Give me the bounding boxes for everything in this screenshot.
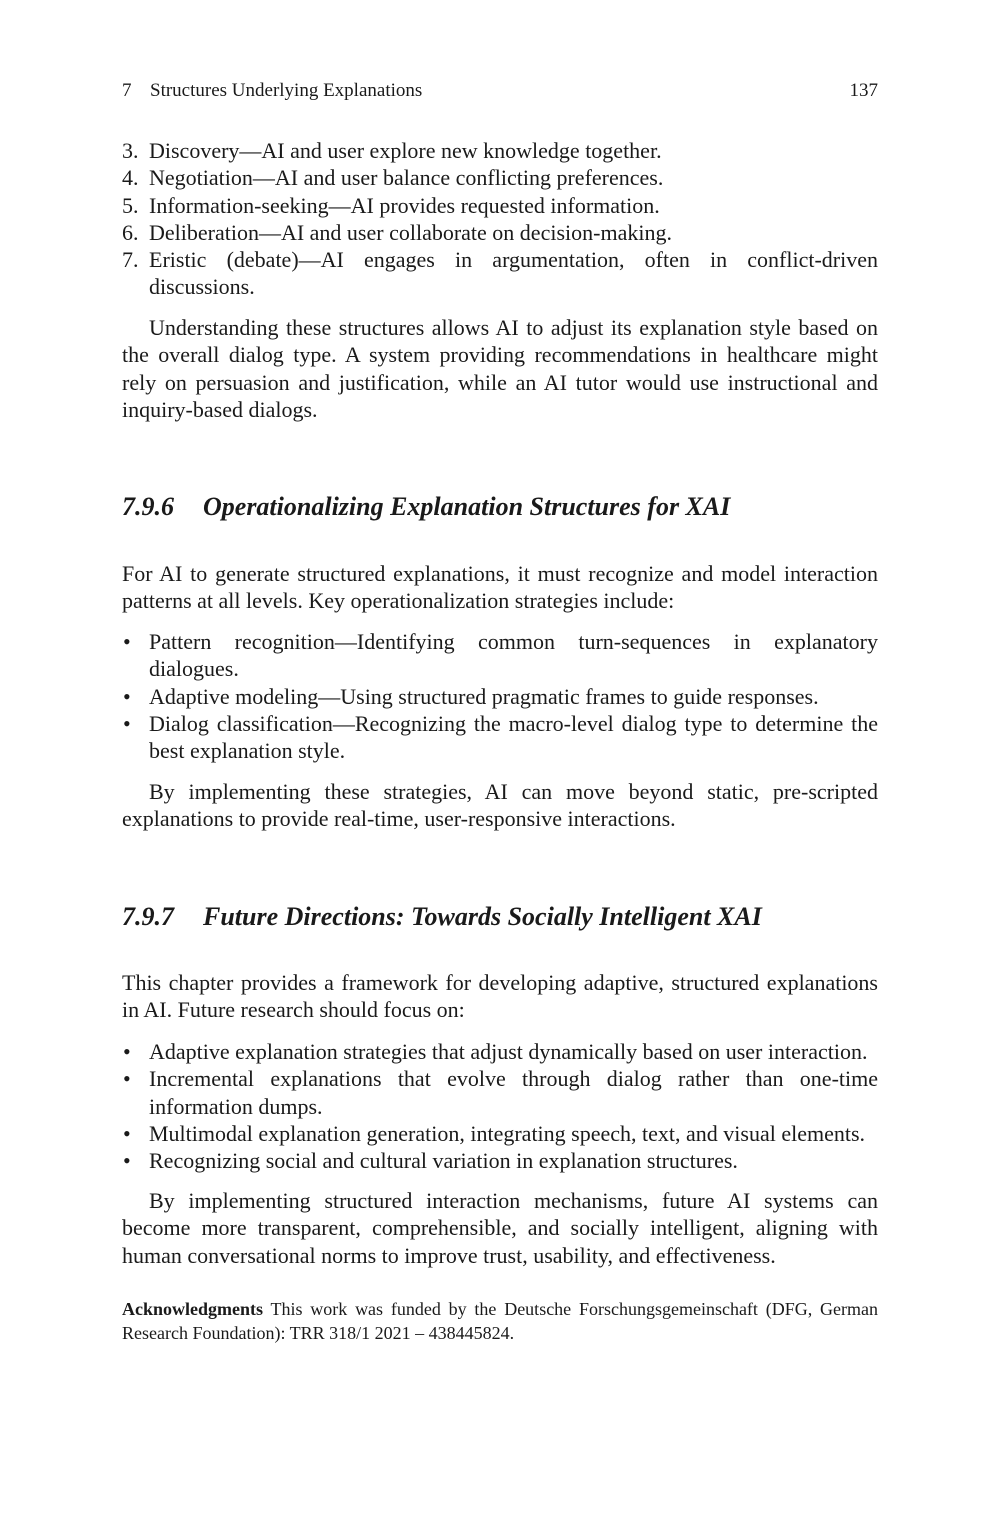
bullet-text: Multimodal explanation generation, integrating speech, text, and visual elements.	[149, 1120, 866, 1146]
bullet-icon: •	[123, 1120, 131, 1146]
acknowledgments-label: Acknowledgments	[122, 1299, 264, 1319]
section-7-9-7-intro	[122, 969, 878, 1024]
list-item	[122, 246, 878, 301]
bullet-text: Incremental explanations that evolve through dialog rather than one-time information dumps.	[149, 1066, 878, 1119]
bullet-text: Pattern recognition—Identifying common turn-sequences in explanatory dialogues.	[149, 629, 878, 682]
bullet-item	[122, 1147, 878, 1174]
list-item	[122, 164, 878, 191]
bullet-item	[122, 628, 878, 683]
section-7-9-6-heading	[122, 491, 878, 523]
section-heading	[122, 491, 878, 523]
body-paragraph: Understanding these structures allows AI to adjust its explanation style based on the overall dialog type. A system providing recommendations in healthcare might rely on persuasion and justification, while an AI tutor would use instructional and inquiry-based dialogs.	[122, 315, 878, 422]
bullet-item	[122, 1120, 878, 1147]
dialog-types-list-block	[122, 137, 878, 301]
bullet-icon: •	[123, 1148, 131, 1174]
body-paragraph: By implementing structured interaction mechanisms, future AI systems can become more transparent, comprehensible, and socially intelligent, aligning with human conversational norms to improve trust, usability, and effectiveness.	[122, 1188, 878, 1268]
bullet-icon: •	[123, 1066, 131, 1092]
bullet-text: Dialog classification—Recognizing the macro-level dialog type to determine the best explanation style.	[149, 710, 878, 764]
body-paragraph: This chapter provides a framework for developing adaptive, structured explanations in AI. Future research should focus on:	[122, 970, 878, 1023]
page-number: 137	[849, 80, 878, 101]
section-7-9-7-closing	[122, 1187, 878, 1269]
section-number: 7.9.7	[122, 902, 174, 931]
list-item-text: Eristic (debate)—AI engages in argumentation, often in conflict-driven discussions.	[149, 247, 878, 300]
bullet-item	[122, 1065, 878, 1120]
section-title: Future Directions: Towards Socially Intelligent XAI	[203, 902, 762, 931]
bullet-icon: •	[123, 629, 131, 654]
running-head	[122, 79, 878, 103]
section-7-9-7-heading	[122, 901, 878, 933]
section-7-9-6-bullets	[122, 628, 878, 764]
bullet-text: Recognizing social and cultural variation in explanation structures.	[149, 1148, 738, 1174]
list-item	[122, 137, 878, 164]
bullet-list	[122, 628, 878, 764]
body-paragraph: For AI to generate structured explanations, it must recognize and model interaction patterns at all levels. Key operationalization strategies include:	[122, 561, 878, 614]
acknowledgments	[122, 1298, 878, 1345]
list-item	[122, 192, 878, 219]
section-heading	[122, 901, 878, 933]
chapter-number: 7	[122, 80, 132, 101]
bullet-item	[122, 710, 878, 765]
list-item-number: 6.	[122, 219, 139, 245]
section-7-9-7-bullets	[122, 1038, 878, 1174]
list-item-number: 4.	[122, 165, 139, 191]
section-title: Operationalizing Explanation Structures for XAI	[203, 492, 731, 521]
bullet-icon: •	[123, 683, 131, 709]
body-paragraph: By implementing these strategies, AI can move beyond static, pre-scripted explanations to provide real-time, user-responsive interactions.	[122, 779, 878, 832]
bullet-text: Adaptive explanation strategies that adjust dynamically based on user interaction.	[149, 1039, 868, 1064]
section-7-9-6-intro	[122, 560, 878, 615]
list-item-number: 7.	[122, 247, 139, 273]
list-item-text: Negotiation—AI and user balance conflicting preferences.	[149, 165, 664, 191]
bullet-list	[122, 1038, 878, 1174]
list-item-number: 3.	[122, 138, 139, 163]
bullet-item	[122, 1038, 878, 1065]
list-item-number: 5.	[122, 192, 139, 218]
list-item-text: Information-seeking—AI provides requested information.	[149, 192, 660, 218]
section-number: 7.9.6	[122, 492, 174, 521]
list-item	[122, 219, 878, 246]
bullet-text: Adaptive modeling—Using structured pragmatic frames to guide responses.	[149, 683, 819, 709]
acknowledgments-text: This work was funded by the Deutsche Forschungsgemeinschaft (DFG, German Research Foundation): TRR 318/1 2021 – 438445824.	[122, 1299, 878, 1343]
bullet-item	[122, 683, 878, 710]
bullet-icon: •	[123, 1039, 131, 1064]
list-item-text: Discovery—AI and user explore new knowledge together.	[149, 138, 662, 163]
dialog-types-list	[122, 137, 878, 301]
section-7-9-6-closing	[122, 778, 878, 833]
list-item-text: Deliberation—AI and user collaborate on decision-making.	[149, 219, 672, 245]
bullet-icon: •	[123, 710, 131, 736]
acknowledgments-paragraph	[122, 1298, 878, 1345]
chapter-title: Structures Underlying Explanations	[150, 80, 423, 101]
paragraph-dialog-types	[122, 314, 878, 423]
